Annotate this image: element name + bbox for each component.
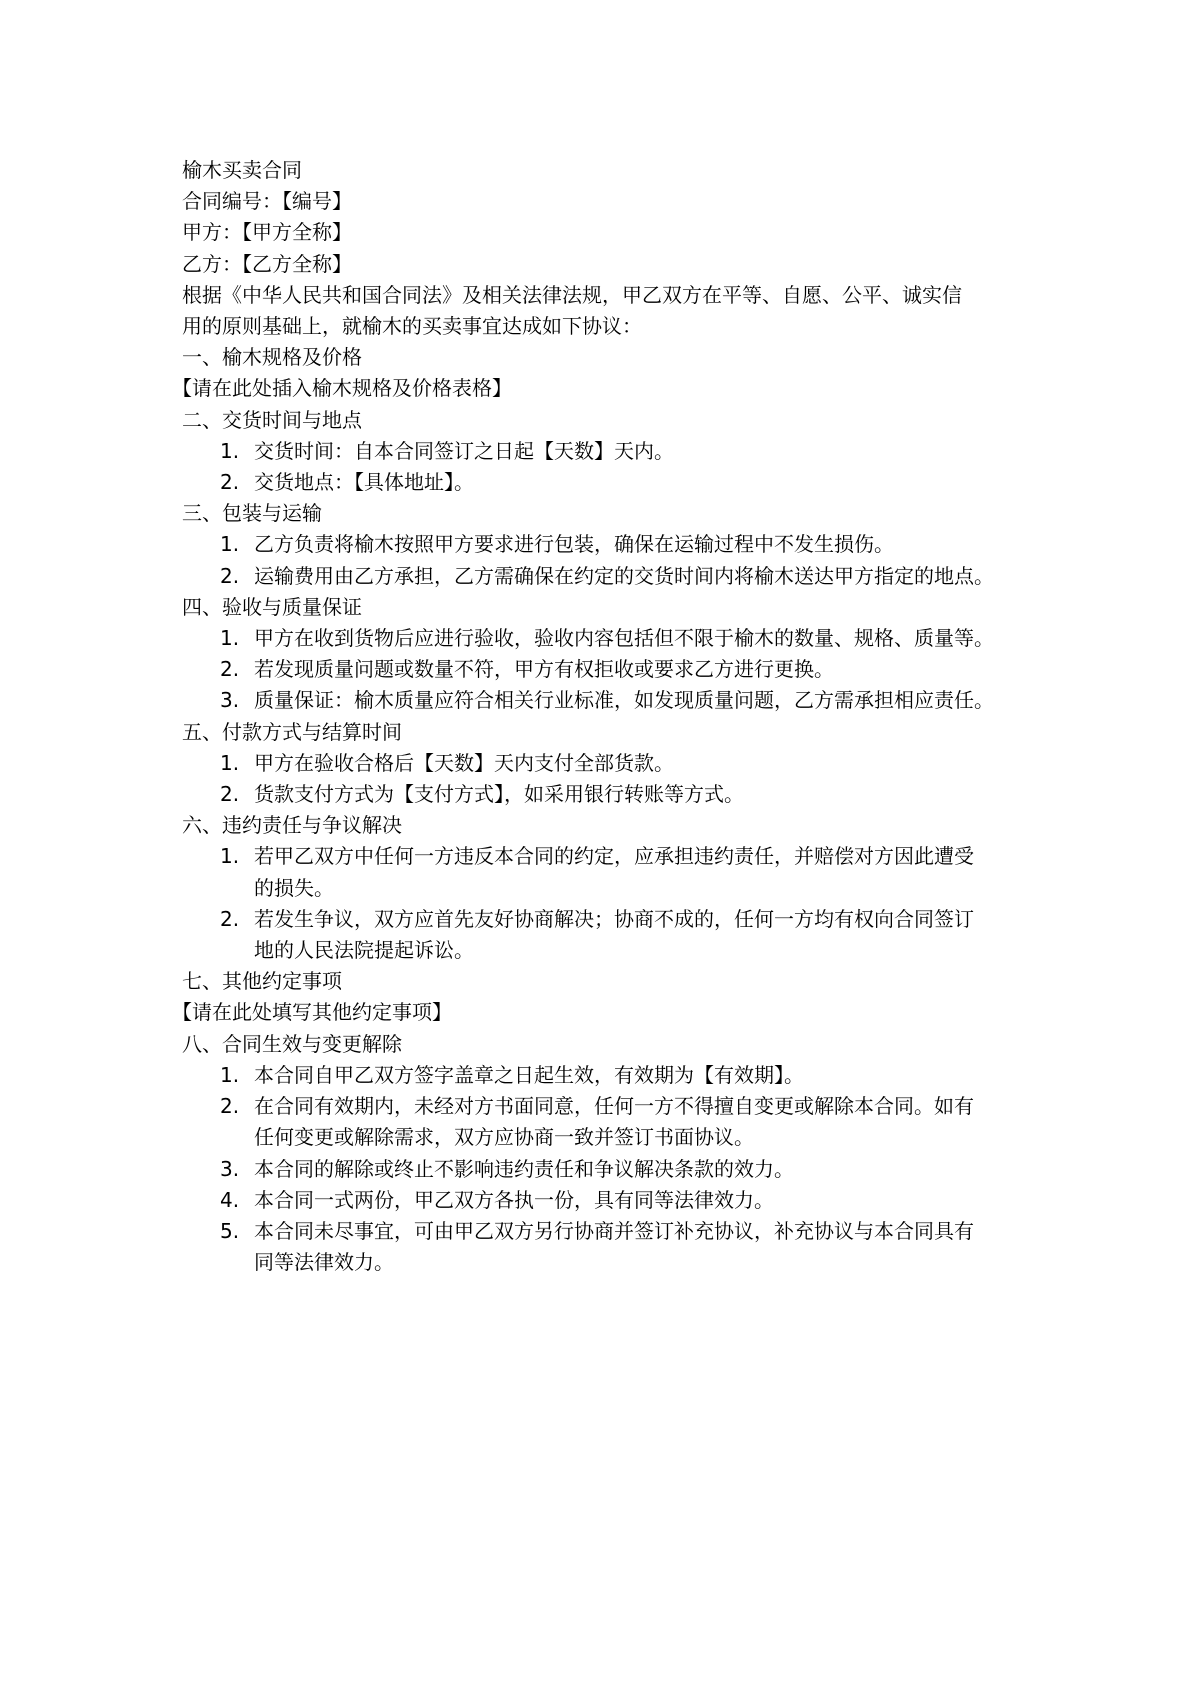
item-text: 乙方负责将榆木按照甲方要求进行包装，确保在运输过程中不发生损伤。 — [254, 532, 894, 557]
list-item — [182, 1154, 1032, 1185]
section-heading-3: 三、包装与运输 — [182, 501, 322, 526]
item-text: 甲方在验收合格后【天数】天内支付全部货款。 — [254, 750, 674, 775]
section-heading-1: 一、榆木规格及价格 — [182, 345, 362, 370]
item-number: 3. — [220, 1156, 240, 1181]
item-text: 若发现质量问题或数量不符，甲方有权拒收或要求乙方进行更换。 — [254, 657, 834, 682]
list-item — [182, 654, 1032, 685]
item-text: 本合同一式两份，甲乙双方各执一份，具有同等法律效力。 — [254, 1187, 774, 1212]
section-list-4 — [182, 623, 1032, 717]
section-list-3 — [182, 529, 1032, 591]
list-item — [182, 685, 1032, 716]
item-number: 1. — [220, 844, 240, 869]
list-item — [182, 467, 1032, 498]
section-heading-4: 四、验收与质量保证 — [182, 594, 362, 619]
section-heading-6: 六、违约责任与争议解决 — [182, 813, 402, 838]
intro-paragraph-line-2: 用的原则基础上，就榆木的买卖事宜达成如下协议： — [182, 314, 642, 339]
section-heading-5: 五、付款方式与结算时间 — [182, 719, 402, 744]
section-heading-2: 二、交货时间与地点 — [182, 407, 362, 432]
contract-number: 合同编号：【编号】 — [182, 189, 352, 214]
document-title: 榆木买卖合同 — [182, 158, 302, 182]
section-placeholder-7: 【请在此处填写其他约定事项】 — [172, 1000, 452, 1025]
list-item — [182, 904, 1032, 966]
item-number: 2. — [220, 906, 240, 931]
item-text-line: 若发生争议，双方应首先友好协商解决；协商不成的，任何一方均有权向合同签订 — [254, 906, 974, 931]
contract-document — [172, 155, 1032, 1278]
item-number: 2. — [220, 563, 240, 588]
item-text: 货款支付方式为【支付方式】，如采用银行转账等方式。 — [254, 782, 744, 807]
item-number: 1. — [220, 532, 240, 557]
list-item — [182, 529, 1032, 560]
list-item — [182, 1060, 1032, 1091]
list-item — [182, 1091, 1032, 1153]
list-item — [182, 748, 1032, 779]
item-text: 交货地点：【具体地址】。 — [254, 470, 474, 495]
item-number: 1. — [220, 750, 240, 775]
section-placeholder-1: 【请在此处插入榆木规格及价格表格】 — [172, 376, 512, 401]
section-list-2 — [182, 436, 1032, 498]
section-list-6 — [182, 841, 1032, 966]
item-text: 交货时间：自本合同签订之日起【天数】天内。 — [254, 438, 674, 463]
item-number: 1. — [220, 438, 240, 463]
section-list-5 — [182, 748, 1032, 810]
list-item — [182, 779, 1032, 810]
party-b: 乙方：【乙方全称】 — [182, 251, 352, 276]
section-heading-8: 八、合同生效与变更解除 — [182, 1031, 402, 1056]
item-text: 质量保证：榆木质量应符合相关行业标准，如发现质量问题，乙方需承担相应责任。 — [254, 688, 994, 713]
item-text-line: 的损失。 — [254, 875, 334, 900]
item-text-line: 若甲乙双方中任何一方违反本合同的约定，应承担违约责任，并赔偿对方因此遭受 — [254, 844, 974, 869]
item-number: 2. — [220, 782, 240, 807]
item-text: 本合同的解除或终止不影响违约责任和争议解决条款的效力。 — [254, 1156, 794, 1181]
item-number: 3. — [220, 688, 240, 713]
list-item — [182, 1216, 1032, 1278]
section-list-8 — [182, 1060, 1032, 1278]
item-text-line: 任何变更或解除需求，双方应协商一致并签订书面协议。 — [254, 1125, 754, 1150]
item-text-line: 在合同有效期内，未经对方书面同意，任何一方不得擅自变更或解除本合同。如有 — [254, 1094, 974, 1119]
item-text: 甲方在收到货物后应进行验收，验收内容包括但不限于榆木的数量、规格、质量等。 — [254, 626, 994, 651]
list-item — [182, 841, 1032, 903]
list-item — [182, 623, 1032, 654]
item-text: 本合同自甲乙双方签字盖章之日起生效，有效期为【有效期】。 — [254, 1062, 804, 1087]
section-heading-7: 七、其他约定事项 — [182, 969, 342, 994]
item-number: 5. — [220, 1218, 240, 1243]
item-number: 1. — [220, 1062, 240, 1087]
intro-paragraph-line-1: 根据《中华人民共和国合同法》及相关法律法规，甲乙双方在平等、自愿、公平、诚实信 — [182, 282, 962, 307]
list-item — [182, 561, 1032, 592]
item-number: 2. — [220, 657, 240, 682]
item-number: 4. — [220, 1187, 240, 1212]
item-text-line: 地的人民法院提起诉讼。 — [254, 938, 474, 963]
list-item — [182, 1185, 1032, 1216]
item-text-line: 本合同未尽事宜，可由甲乙双方另行协商并签订补充协议，补充协议与本合同具有 — [254, 1218, 974, 1243]
party-a: 甲方：【甲方全称】 — [182, 220, 352, 245]
list-item — [182, 436, 1032, 467]
item-number: 1. — [220, 626, 240, 651]
item-text: 运输费用由乙方承担，乙方需确保在约定的交货时间内将榆木送达甲方指定的地点。 — [254, 563, 994, 588]
item-number: 2. — [220, 1094, 240, 1119]
item-text-line: 同等法律效力。 — [254, 1250, 394, 1275]
item-number: 2. — [220, 470, 240, 495]
